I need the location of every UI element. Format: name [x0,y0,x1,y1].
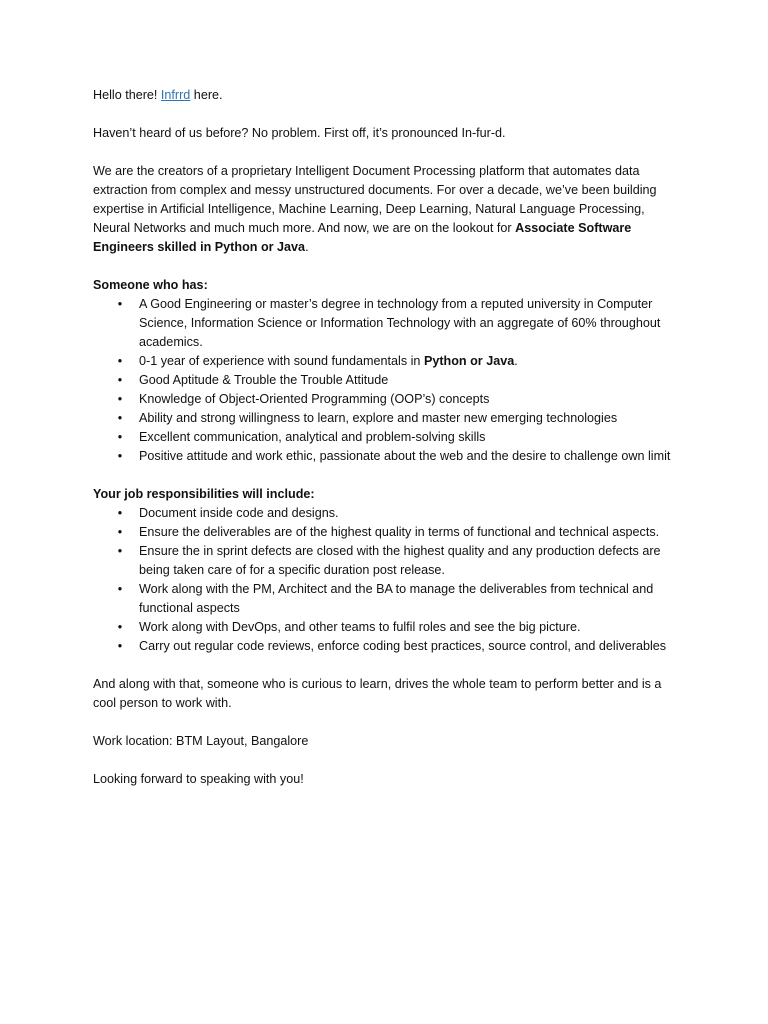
bullet-icon: • [117,373,123,387]
list-item: • Carry out regular code reviews, enforce coding best practices, source control, and deliverables [93,637,685,656]
list-item: • Ability and strong willingness to learn, explore and master new emerging technologies [93,409,685,428]
bullet-icon: • [117,354,123,368]
company-link[interactable]: Infrrd [160,88,191,102]
responsibilities-list [93,504,685,656]
list-item: • Work along with DevOps, and other teams to fulfil roles and see the big picture. [93,618,685,637]
bullet-icon: • [117,620,123,634]
list-item: • Document inside code and designs. [93,504,685,523]
list-item: • Work along with the PM, Architect and the BA to manage the deliverables from technical and functional aspects [93,580,685,618]
closing-paragraph: And along with that, someone who is curious to learn, drives the whole team to perform better and is a cool person to work with. [93,677,662,710]
role-title: Associate Software Engineers skilled in Python or Java [93,221,632,254]
list-item: • Positive attitude and work ethic, passionate about the web and the desire to challenge own limit [93,447,685,466]
work-location: Work location: BTM Layout, Bangalore [93,734,309,748]
bullet-icon: • [117,411,123,425]
list-item: • 0-1 year of experience with sound fundamentals in Python or Java. [93,352,685,371]
greeting-line [93,86,685,105]
about-paragraph [93,162,685,257]
bullet-icon: • [117,639,123,653]
bullet-icon: • [117,449,123,463]
list-item: • Knowledge of Object-Oriented Programming (OOP’s) concepts [93,390,685,409]
about-end: . [305,240,309,254]
bullet-icon: • [117,392,123,406]
list-item: • Excellent communication, analytical and problem-solving skills [93,428,685,447]
greeting-suffix: here. [190,88,223,102]
requirements-list [93,295,685,466]
skills-highlight: Python or Java [423,354,515,368]
bullet-icon: • [117,582,123,596]
responsibilities-heading: Your job responsibilities will include: [93,487,315,501]
bullet-icon: • [117,525,123,539]
bullet-icon: • [117,297,123,311]
intro-paragraph: Haven’t heard of us before? No problem. First off, it’s pronounced In-fur-d. [93,126,506,140]
signoff-line: Looking forward to speaking with you! [93,772,304,786]
requirements-heading: Someone who has: [93,278,208,292]
list-item: • A Good Engineering or master’s degree in technology from a reputed university in Computer Science, Information Science or Information Technology with an aggregate of 60% throughout academics. [93,295,685,352]
list-item: • Ensure the in sprint defects are closed with the highest quality and any production defects are being taken care of for a specific duration post release. [93,542,685,580]
bullet-icon: • [117,544,123,558]
list-item: • Good Aptitude & Trouble the Trouble Attitude [93,371,685,390]
greeting-text: Hello there! [93,88,161,102]
bullet-icon: • [117,430,123,444]
bullet-icon: • [117,506,123,520]
list-item: • Ensure the deliverables are of the highest quality in terms of functional and technical aspects. [93,523,685,542]
about-text: We are the creators of a proprietary Intelligent Document Processing platform that automates data extraction from complex and messy unstructured documents. For over a decade, we’ve been building expertise in Artificial Intelligence, Machine Learning, Deep Learning, Natural Language Processing, Neural Networks and much much more. And now, we are on the lookout for [93,164,657,235]
document-body [93,86,685,808]
